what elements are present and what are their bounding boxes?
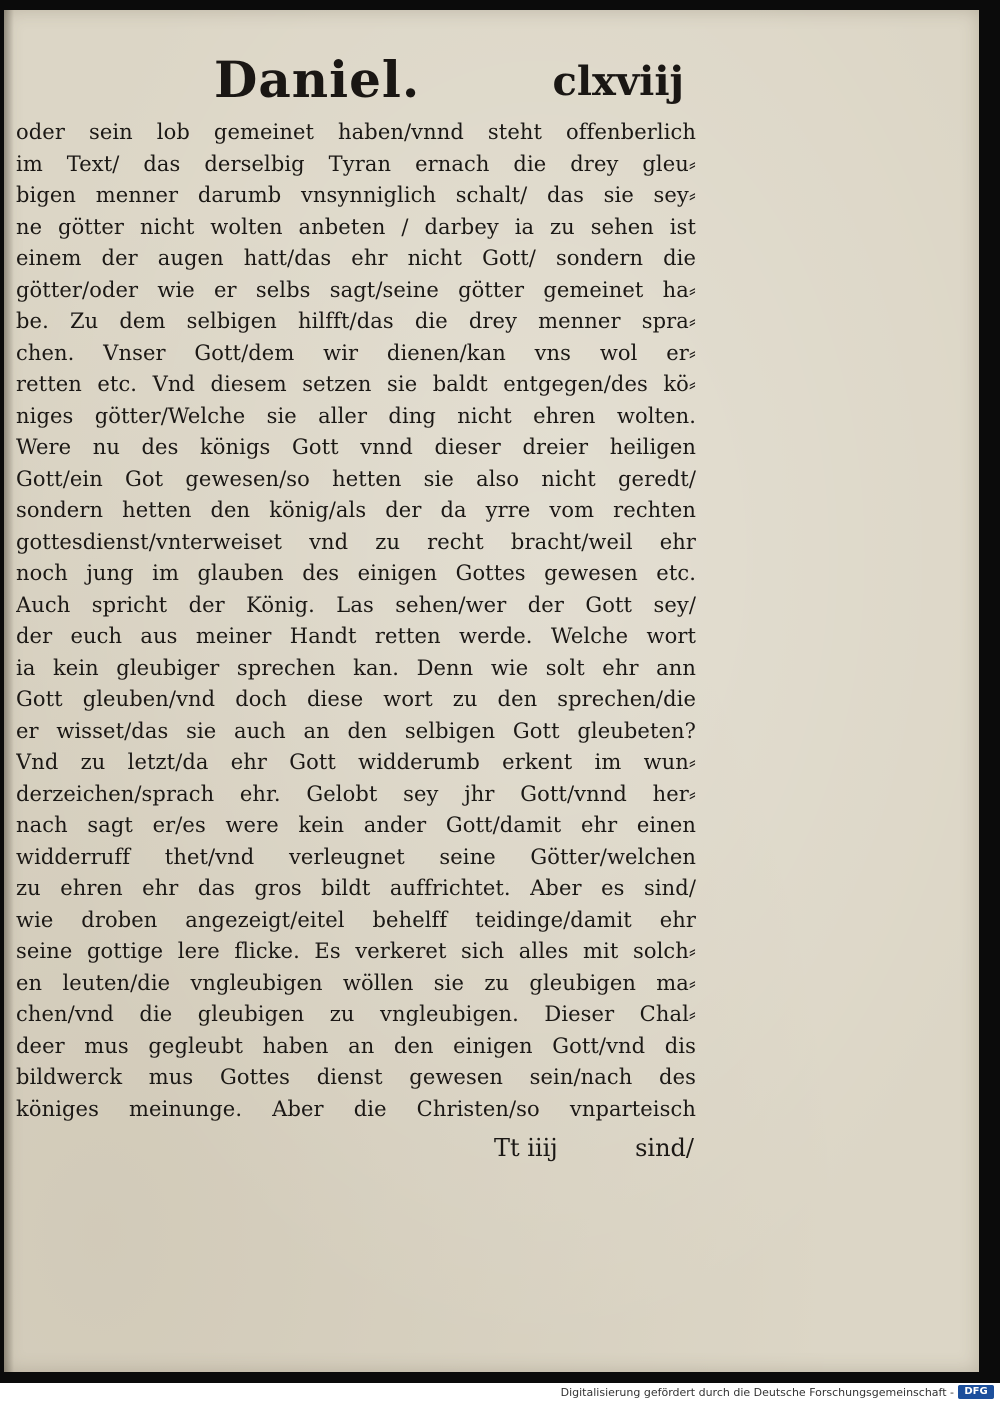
dfg-credit-text: Digitalisierung gefördert durch die Deutsche Forschungsgemeinschaft -: [560, 1386, 954, 1399]
text-line: Vnd zu letzt/da ehr Gott widderumb erkent im wun⸗: [16, 750, 696, 774]
signature-line: [494, 1128, 694, 1168]
text-line: ne götter nicht wolten anbeten / darbey ia zu sehen ist: [16, 214, 696, 239]
text-line: seine gottige lere flicke. Es verkeret sich alles mit solch⸗: [16, 939, 696, 963]
book-page: [4, 10, 979, 1372]
text-line: en leuten/die vngleubigen wöllen sie zu gleubigen ma⸗: [16, 970, 696, 995]
digitization-credit-bar: [0, 1383, 1000, 1402]
page-gutter-shadow: [4, 10, 14, 1372]
text-line: einem der augen hatt/das ehr nicht Gott/ sondern die: [16, 246, 696, 270]
text-line: er wisset/das sie auch an den selbigen Gott gleubeten?: [16, 718, 696, 743]
catchword: sind/: [635, 1134, 694, 1162]
text-line: wie droben angezeigt/eitel behelff teidinge/damit ehr: [16, 907, 696, 932]
folio-number: clxviij: [552, 58, 684, 105]
text-line: widderruff thet/vnd verleugnet seine Götter/welchen: [16, 844, 696, 869]
text-line: Gott gleuben/vnd doch diese wort zu den sprechen/die: [16, 687, 696, 711]
signature-mark: Tt iiij: [494, 1134, 558, 1162]
dfg-logo: DFG: [958, 1385, 994, 1399]
running-head: [214, 50, 684, 120]
text-line: deer mus gegleubt haben an den einigen Gott/vnd dis: [16, 1033, 696, 1058]
text-line: Auch spricht der König. Las sehen/wer der Gott sey/: [16, 592, 696, 617]
text-line: noch jung im glauben des einigen Gottes gewesen etc.: [16, 561, 696, 585]
text-line: Were nu des königs Gott vnnd dieser dreier heiligen: [16, 435, 696, 459]
text-line: sondern hetten den könig/als der da yrre vom rechten: [16, 498, 696, 522]
text-line: retten etc. Vnd diesem setzen sie baldt entgegen/des kö⸗: [16, 372, 696, 396]
text-line: niges götter/Welche sie aller ding nicht ehren wolten.: [16, 403, 696, 428]
text-line: chen. Vnser Gott/dem wir dienen/kan vns wol er⸗: [16, 340, 696, 365]
text-line: der euch aus meiner Handt retten werde. Welche wort: [16, 624, 696, 648]
text-line: zu ehren ehr das gros bildt auffrichtet. Aber es sind/: [16, 876, 696, 900]
text-line: königes meinunge. Aber die Christen/so vnparteisch: [16, 1096, 696, 1121]
text-line: bigen menner darumb vnsynniglich schalt/ das sie sey⸗: [16, 183, 696, 207]
body-text-block: [16, 117, 696, 1125]
text-line: bildwerck mus Gottes dienst gewesen sein/nach des: [16, 1065, 696, 1089]
running-title: Daniel.: [214, 50, 421, 109]
text-line: oder sein lob gemeinet haben/vnnd steht offenberlich: [16, 120, 696, 144]
text-line: ia kein gleubiger sprechen kan. Denn wie solt ehr ann: [16, 655, 696, 680]
text-line: derzeichen/sprach ehr. Gelobt sey jhr Gott/vnnd her⸗: [16, 781, 696, 806]
text-line: gottesdienst/vnterweiset vnd zu recht bracht/weil ehr: [16, 529, 696, 554]
text-line: chen/vnd die gleubigen zu vngleubigen. Dieser Chal⸗: [16, 1002, 696, 1026]
text-line: nach sagt er/es were kein ander Gott/damit ehr einen: [16, 813, 696, 837]
text-line: be. Zu dem selbigen hilfft/das die drey menner spra⸗: [16, 309, 696, 333]
text-line: im Text/ das derselbig Tyran ernach die drey gleu⸗: [16, 151, 696, 176]
text-line: Gott/ein Got gewesen/so hetten sie also nicht geredt/: [16, 466, 696, 491]
text-line: götter/oder wie er selbs sagt/seine götter gemeinet ha⸗: [16, 277, 696, 302]
